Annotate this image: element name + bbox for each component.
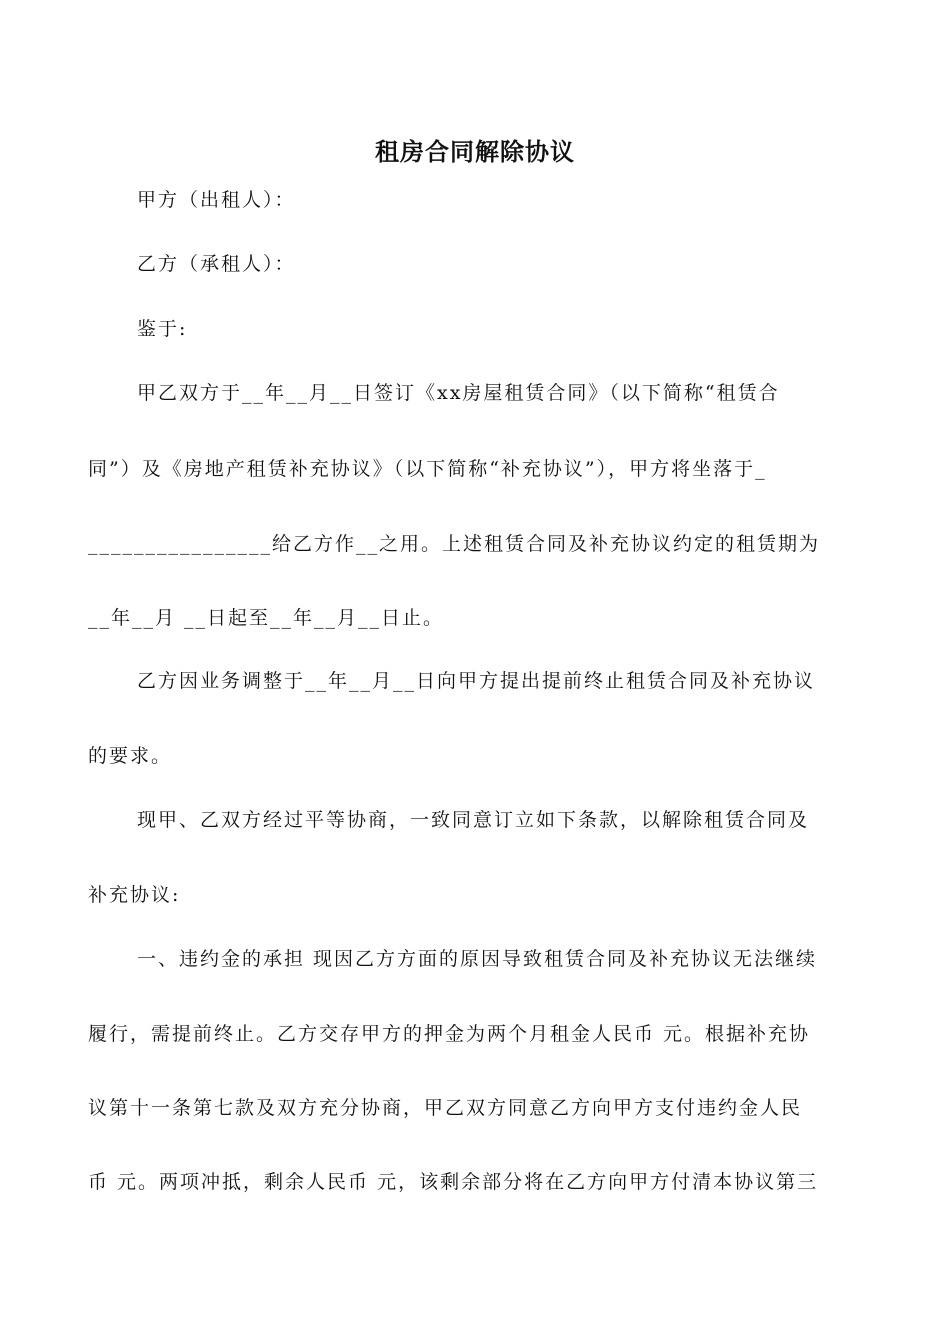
document-title: 租房合同解除协议 bbox=[375, 137, 575, 166]
paragraph-line: 同”）及《房地产租赁补充协议》（以下简称“补充协议”），甲方将坐落于_ bbox=[88, 458, 767, 480]
party-a-line: 甲方（出租人）： bbox=[137, 189, 296, 211]
clause-line: 履行，需提前终止。乙方交存甲方的押金为两个月租金人民币 元。根据补充协 bbox=[88, 1023, 811, 1045]
whereas-line: 鉴于: bbox=[137, 318, 188, 340]
paragraph-line: ________________给乙方作__之用。上述租赁合同及补充协议约定的租赁期为 bbox=[88, 533, 821, 555]
paragraph-line: __年__月 __日起至__年__月__日止。 bbox=[88, 607, 445, 629]
paragraph-line: 甲乙双方于__年__月__日签订《xx房屋租赁合同》（以下简称“租赁合 bbox=[137, 382, 780, 404]
clause-line: 币 元。两项冲抵，剩余人民币 元，该剩余部分将在乙方向甲方付清本协议第三 bbox=[88, 1171, 819, 1193]
clause-line: 议第十一条第七款及双方充分协商，甲乙双方同意乙方向甲方支付违约金人民 bbox=[88, 1097, 803, 1119]
clause-line: 一、违约金的承担 现因乙方方面的原因导致租赁合同及补充协议无法继续 bbox=[137, 948, 818, 970]
paragraph-line: 现甲、乙双方经过平等协商，一致同意订立如下条款，以解除租赁合同及 bbox=[137, 809, 810, 831]
paragraph-line: 的要求。 bbox=[88, 745, 173, 767]
party-b-line: 乙方（承租人）： bbox=[137, 253, 296, 275]
paragraph-line: 补充协议: bbox=[88, 884, 181, 906]
paragraph-line: 乙方因业务调整于__年__月__日向甲方提出提前终止租赁合同及补充协议 bbox=[137, 670, 816, 692]
